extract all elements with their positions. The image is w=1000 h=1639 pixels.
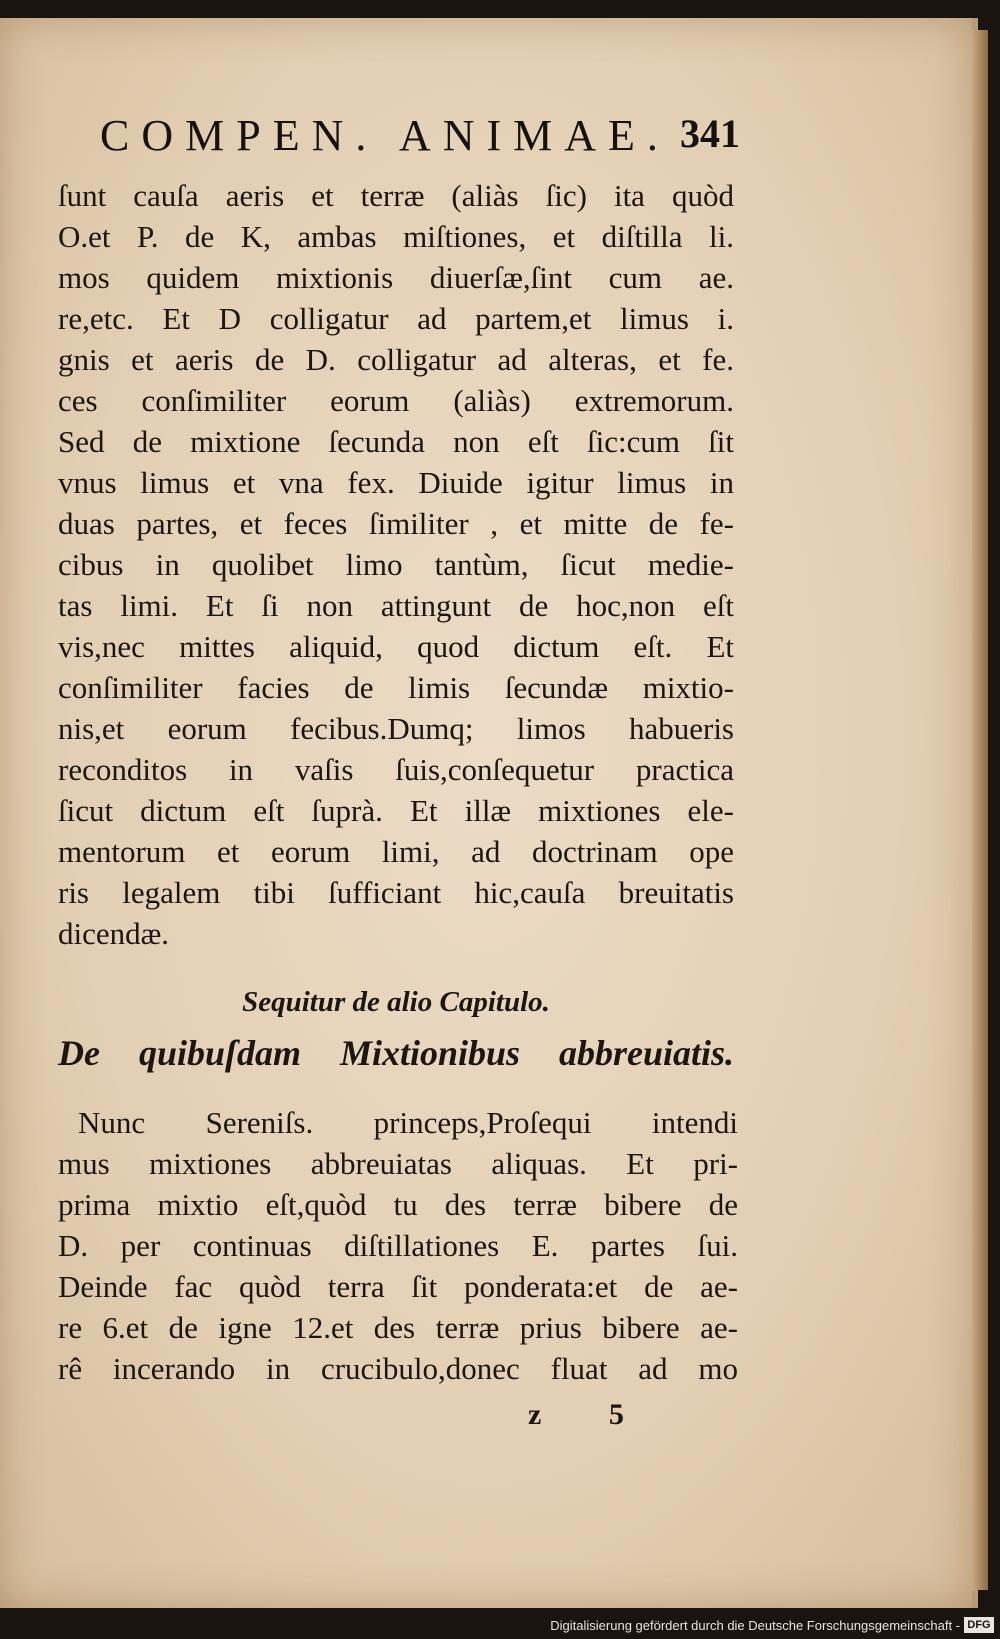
text-line: Sed de mixtione ſecunda non eſt ſic:cum ſit	[58, 424, 734, 459]
signature-mark: z 5	[528, 1398, 654, 1431]
page-number: 341	[680, 111, 740, 156]
text-line: dicendæ.	[58, 916, 170, 951]
text-line: vnus limus et vna fex. Diuide igitur limus in	[58, 465, 734, 500]
subheading-next-chapter: Sequitur de alio Capitulo.	[242, 986, 550, 1018]
text-line: ris legalem tibi ſufficiant hic,cauſa breuitatis	[58, 875, 734, 910]
text-line: mentorum et eorum limi, ad doctrinam ope	[58, 834, 734, 869]
text-line: cibus in quolibet limo tantùm, ſicut medie-	[58, 547, 734, 582]
text-line: prima mixtio eſt,quòd tu des terræ bibere de	[58, 1187, 738, 1222]
dfg-logo: DFG	[964, 1617, 994, 1633]
text-line: re,etc. Et D colligatur ad partem,et limus i.	[58, 301, 734, 336]
text-line: duas partes, et feces ſimiliter , et mitte de fe-	[58, 506, 734, 541]
text-line: ſunt cauſa aeris et terræ (aliàs ſic) ita quòd	[58, 178, 734, 213]
text-line: tas limi. Et ſi non attingunt de hoc,non eſt	[58, 588, 734, 623]
text-line: D. per continuas diſtillationes E. partes ſui.	[58, 1228, 738, 1263]
text-line: conſimiliter facies de limis ſecundæ mixtio-	[58, 670, 734, 705]
text-line: reconditos in vaſis ſuis,conſequetur practica	[58, 752, 734, 787]
text-line: re 6.et de igne 12.et des terræ prius bibere ae-	[58, 1310, 738, 1345]
page-edge	[972, 30, 988, 1590]
subheading-chapter-title: De quibuſdam Mixtionibus abbreuiatis.	[58, 1033, 734, 1073]
text-line: ſicut dictum eſt ſuprà. Et illæ mixtiones ele-	[58, 793, 734, 828]
text-line: mus mixtiones abbreuiatas aliquas. Et pri-	[58, 1146, 738, 1181]
text-line: gnis et aeris de D. colligatur ad alteras, et fe.	[58, 342, 734, 377]
text-line: rê incerando in crucibulo,donec fluat ad mo	[58, 1351, 738, 1386]
footer-bar	[0, 1610, 1000, 1639]
text-line: ces conſimiliter eorum (aliàs) extremorum.	[58, 383, 734, 418]
text-line: vis,nec mittes aliquid, quod dictum eſt. Et	[58, 629, 734, 664]
text-line: Nunc Sereniſs. princeps,Proſequi intendi	[78, 1105, 738, 1140]
text-line: mos quidem mixtionis diuerſæ,ſint cum ae.	[58, 260, 734, 295]
digitization-credit: Digitalisierung gefördert durch die Deutsche Forschungsgemeinschaft -	[550, 1618, 960, 1633]
running-header-title: COMPEN. ANIMAE.	[100, 111, 670, 160]
running-header	[100, 110, 740, 170]
text-line: Deinde fac quòd terra ſit ponderata:et de ae-	[58, 1269, 738, 1304]
text-line: O.et P. de K, ambas miſtiones, et diſtilla li.	[58, 219, 734, 254]
text-block-1	[58, 175, 734, 954]
text-line: nis,et eorum fecibus.Dumq; limos habueris	[58, 711, 734, 746]
text-block-2	[58, 1102, 738, 1389]
